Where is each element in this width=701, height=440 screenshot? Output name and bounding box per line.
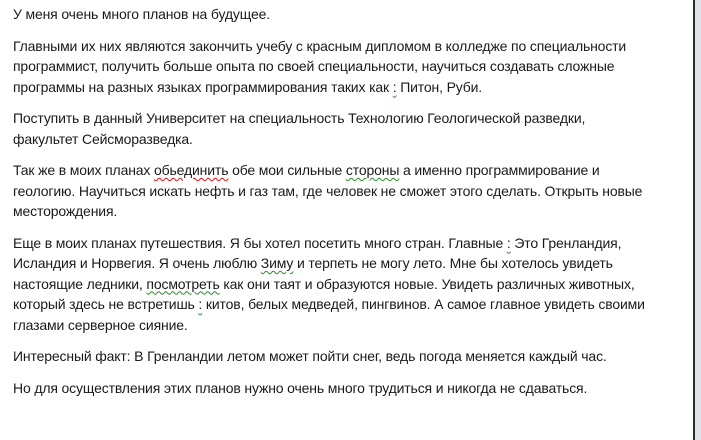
text-run: Но для осуществления этих планов нужно очень много трудиться и никогда не сдаваться.	[13, 379, 588, 396]
grammar-flag-word: :	[198, 296, 203, 312]
grammar-flag-word: посмотреть	[146, 275, 220, 292]
paragraph	[13, 108, 663, 149]
text-line	[13, 160, 663, 181]
text-line	[13, 56, 663, 77]
text-run: Интересный факт: В Гренландии летом может пойти снег, ведь погода меняется каждый час.	[13, 348, 607, 364]
text-run: Поступить в данный Университет на специальность Технологию Геологической разведки,	[13, 110, 586, 126]
text-line	[13, 77, 663, 98]
page-gutter	[695, 0, 701, 440]
text-line	[13, 253, 663, 274]
paragraph	[13, 4, 663, 25]
paragraph	[13, 378, 663, 399]
paragraph	[13, 346, 663, 367]
grammar-flag-word: Зиму	[260, 255, 294, 271]
text-run: Это Гренландия,	[510, 234, 622, 251]
paragraph	[13, 36, 663, 98]
text-line	[13, 181, 663, 202]
text-line	[13, 274, 663, 295]
text-line	[13, 346, 663, 367]
text-run: месторождения.	[13, 203, 118, 219]
text-line	[13, 4, 663, 25]
text-line	[13, 378, 663, 399]
text-run: факультет Сейсморазведка.	[13, 130, 193, 147]
document-text-body[interactable]	[13, 4, 663, 409]
text-line	[13, 129, 663, 150]
text-run: программы на разных языках программирования таких как	[13, 78, 393, 95]
text-run: глазами серверное сияние.	[13, 316, 188, 333]
grammar-flag-word: :	[506, 234, 511, 251]
text-run: и терпеть не могу лето. Мне бы хотелось увидеть	[293, 255, 613, 271]
text-line	[13, 108, 663, 129]
paragraph	[13, 233, 663, 336]
text-line	[13, 233, 663, 254]
text-line	[13, 201, 663, 222]
text-run: который здесь не встретишь	[13, 296, 199, 312]
text-run: программист, получить больше опыта по своей специальности, научиться создавать сложные	[13, 58, 615, 74]
text-run: а именно программирование и	[399, 162, 600, 178]
text-line	[13, 315, 663, 336]
text-line	[13, 36, 663, 57]
text-run: геологию. Научиться искать нефть и газ там, где человек не сможет этого сделать. Открыть новые	[13, 182, 643, 199]
text-run: настоящие ледники,	[13, 275, 147, 292]
grammar-flag-word: :	[392, 78, 397, 95]
text-run: Питон, Руби.	[396, 78, 483, 95]
text-run: Главными их них являются закончить учебу с красным дипломом в колледже по специальности	[13, 37, 627, 54]
text-run: Еще в моих планах путешествия. Я бы хотел посетить много стран. Главные	[13, 234, 507, 251]
text-run: Исландия и Норвегия. Я очень люблю	[13, 255, 261, 271]
spelling-error-word: обьединить	[154, 162, 229, 178]
text-run: У меня очень много планов на будущее.	[13, 6, 270, 22]
grammar-flag-word: стороны	[345, 162, 400, 178]
text-run: китов, белых медведей, пингвинов. А самое главное увидеть своими	[202, 296, 645, 312]
text-run: Так же в моих планах	[13, 162, 155, 178]
paragraph	[13, 160, 663, 222]
text-run: обе мои сильные	[228, 162, 346, 178]
text-line	[13, 294, 663, 315]
text-run: как они таят и образуются новые. Увидеть различных животных,	[219, 275, 635, 292]
